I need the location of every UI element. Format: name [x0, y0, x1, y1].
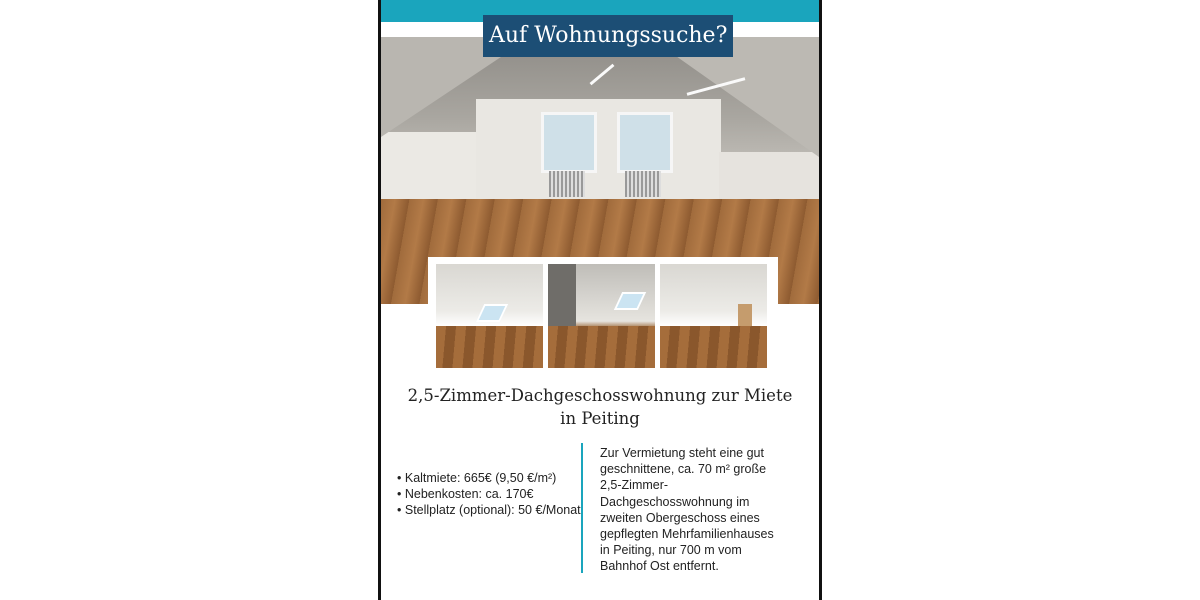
fact-parking: • Stellplatz (optional): 50 €/Monat: [397, 502, 581, 518]
listing-title-line1: 2,5-Zimmer-Dachgeschosswohnung zur Miete: [407, 386, 793, 405]
column-divider: [581, 443, 583, 573]
listing-title: [381, 384, 819, 430]
window-photo-element: [617, 112, 673, 173]
fact-utilities: • Nebenkosten: ca. 170€: [397, 486, 581, 502]
facts-list: [397, 470, 581, 518]
thumbnail-photo: [548, 264, 655, 368]
flyer-page: [378, 0, 822, 600]
description-text: Zur Vermietung steht eine gut geschnittene, ca. 70 m² große 2,5-Zimmer-Dachgeschosswohnung im zweiten Obergeschoss eines gepflegten Mehrfamilienhauses in Peiting, nur 700 m vom Bahnhof Ost entfernt.: [600, 446, 774, 574]
fact-rent: • Kaltmiete: 665€ (9,50 €/m²): [397, 470, 581, 486]
window-photo-element: [541, 112, 597, 173]
listing-title-line2: in Peiting: [560, 409, 640, 428]
thumbnail-photo: [436, 264, 543, 368]
headline-banner: Auf Wohnungssuche?: [483, 15, 733, 57]
thumbnail-strip: [428, 257, 778, 375]
thumbnail-photo: [660, 264, 767, 368]
